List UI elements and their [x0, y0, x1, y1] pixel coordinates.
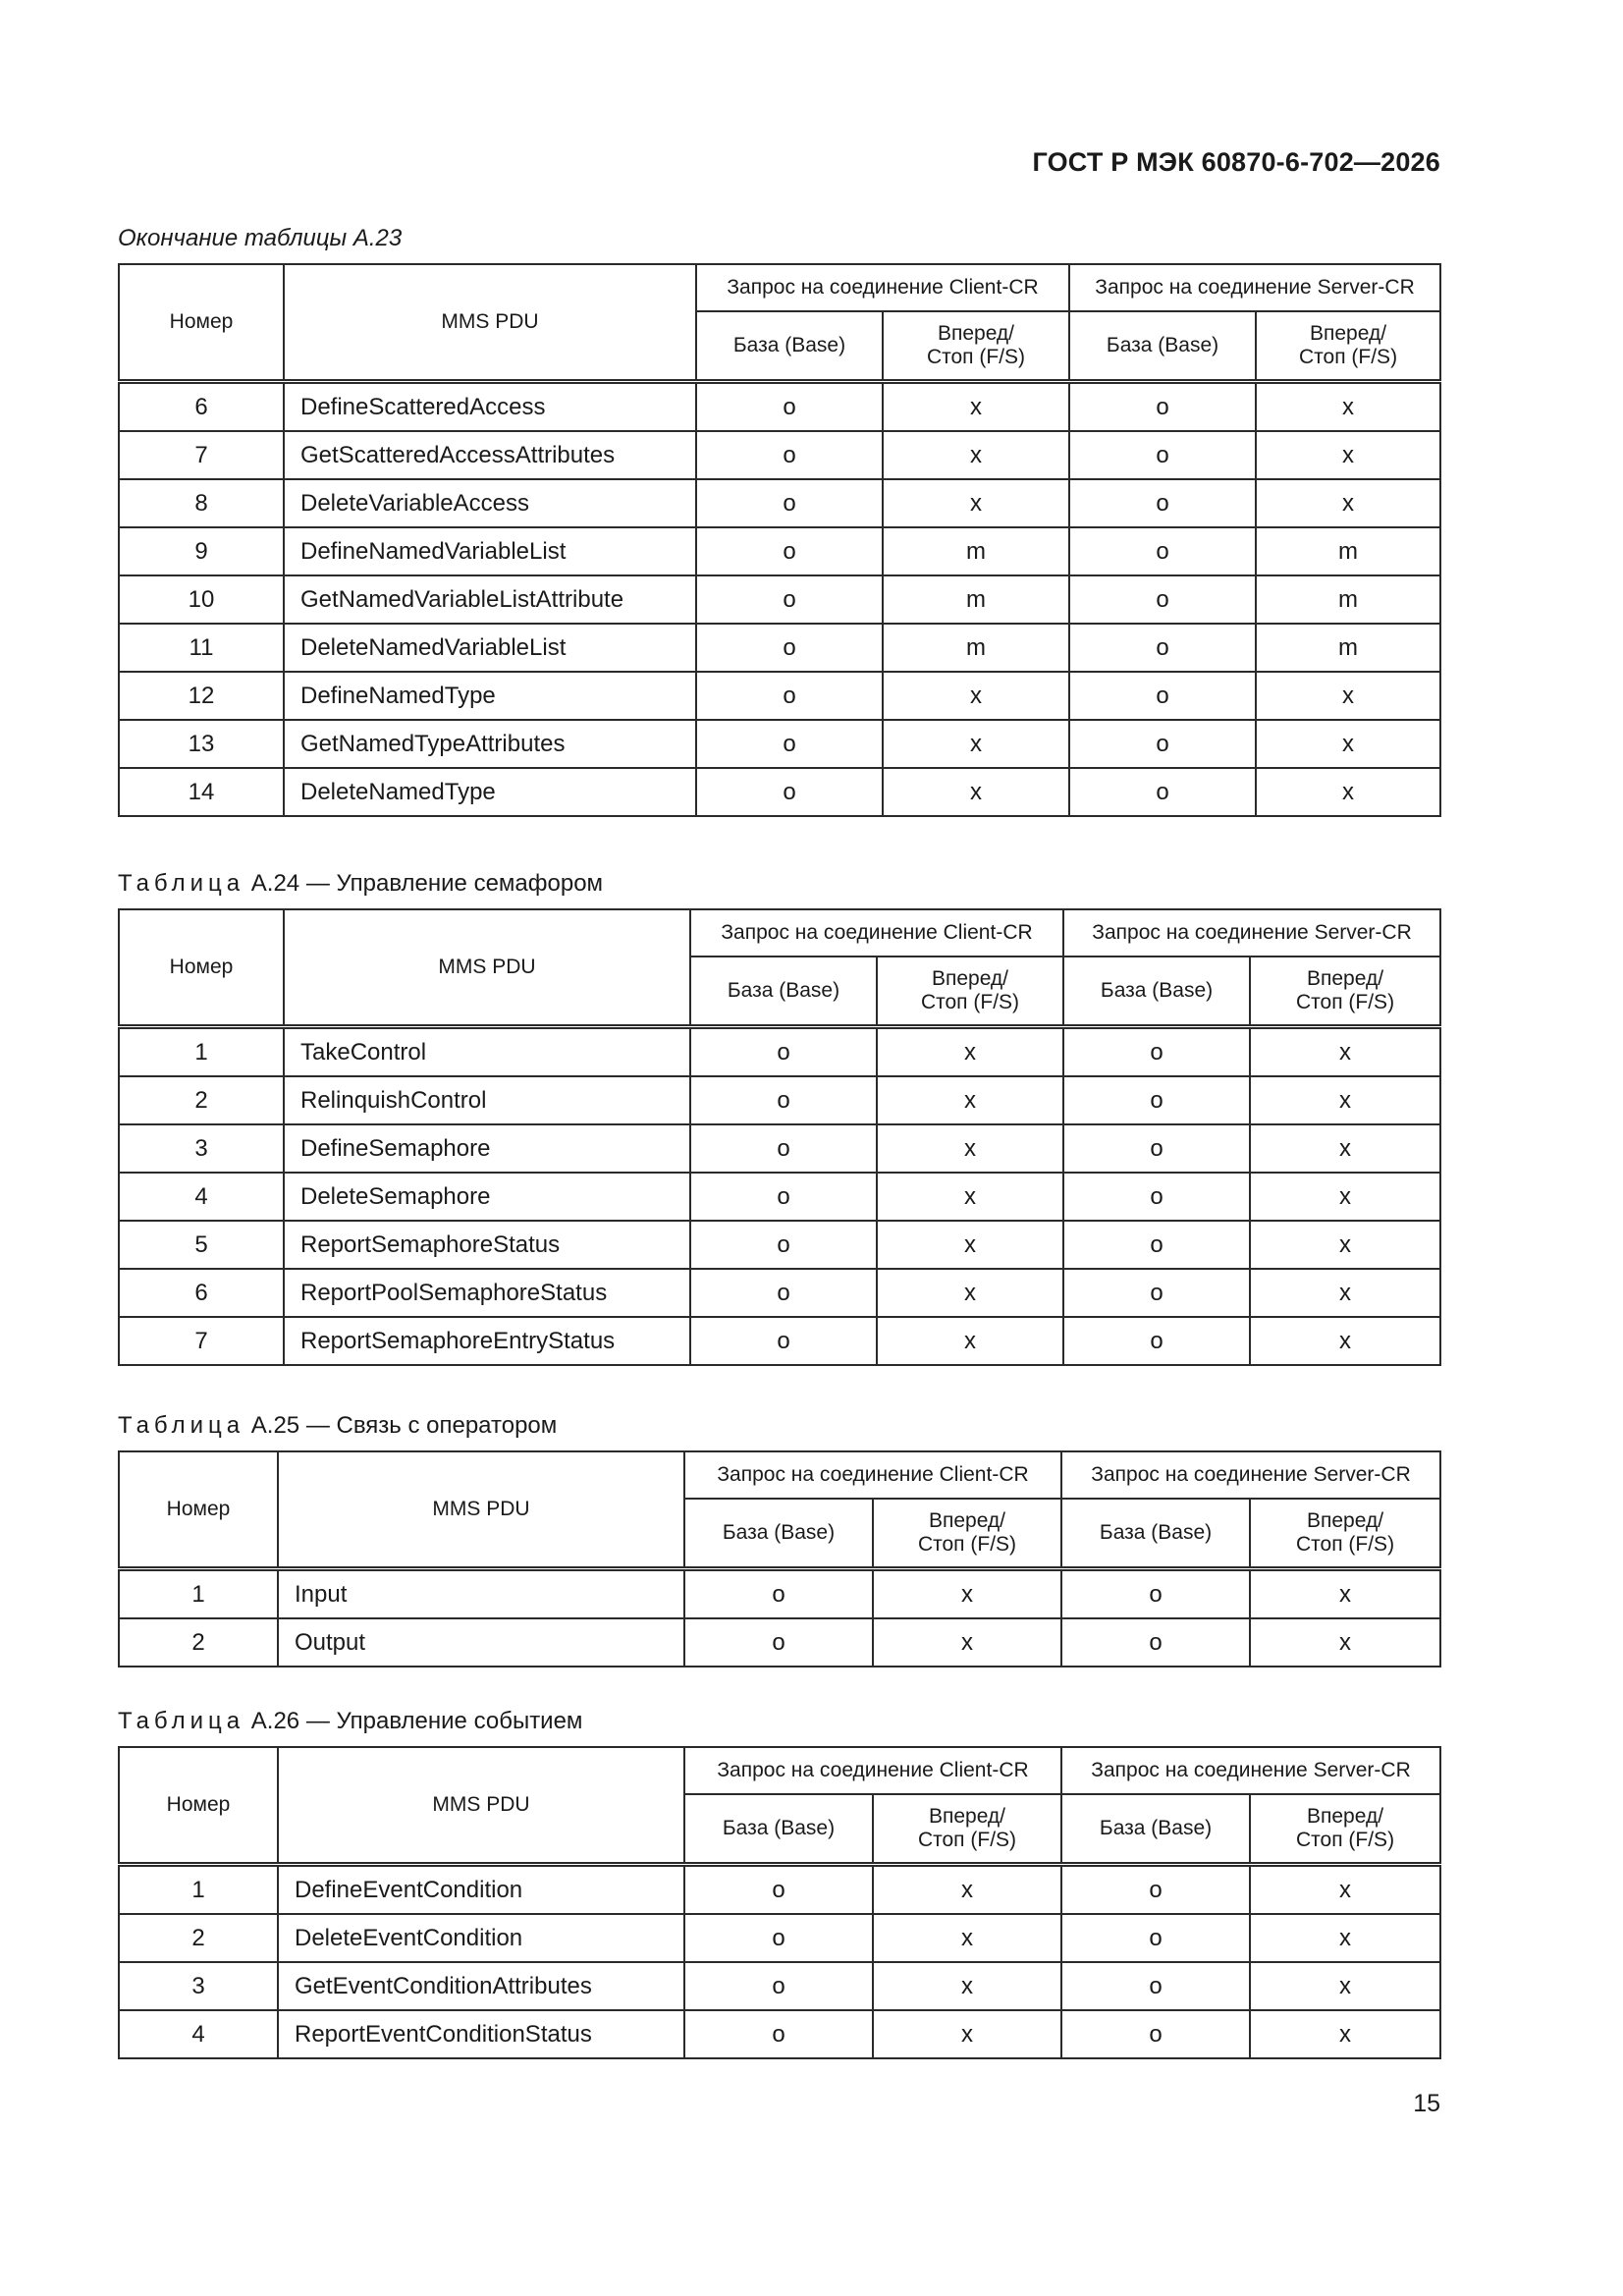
client-base-value: o: [696, 527, 883, 575]
header-server-fs: [1256, 311, 1440, 382]
header-server-cr: Запрос на соединение Server-CR: [1063, 909, 1440, 957]
client-fs-value: x: [877, 1221, 1063, 1269]
server-fs-value: x: [1250, 1914, 1440, 1962]
server-fs-value: m: [1256, 527, 1440, 575]
mms-pdu-name: DeleteVariableAccess: [284, 479, 696, 527]
mms-pdu-name: DeleteNamedType: [284, 768, 696, 816]
mms-pdu-name: ReportSemaphoreEntryStatus: [284, 1317, 690, 1365]
header-client-cr: Запрос на соединение Client-CR: [690, 909, 1063, 957]
table-row: [119, 1962, 1440, 2010]
table-a23-end: [118, 224, 1439, 817]
header-client-base: База (Base): [690, 957, 877, 1027]
client-fs-value: x: [877, 1027, 1063, 1077]
server-base-value: o: [1069, 575, 1256, 624]
server-fs-value: x: [1250, 1618, 1440, 1667]
data-table: [118, 1746, 1441, 2059]
mms-pdu-name: DefineSemaphore: [284, 1124, 690, 1173]
header-client-fs: [877, 957, 1063, 1027]
row-number: 1: [119, 1569, 278, 1619]
header-fs-text: Вперед/Стоп (F/S): [920, 967, 1020, 1013]
caption-prefix: Таблица: [118, 1412, 245, 1439]
row-number: 4: [119, 2010, 278, 2058]
mms-pdu-name: DeleteSemaphore: [284, 1173, 690, 1221]
mms-pdu-name: GetScatteredAccessAttributes: [284, 431, 696, 479]
server-base-value: o: [1063, 1076, 1250, 1124]
mms-pdu-name: DeleteEventCondition: [278, 1914, 684, 1962]
client-base-value: o: [684, 1914, 873, 1962]
data-table: [118, 908, 1441, 1366]
row-number: 10: [119, 575, 284, 624]
client-fs-value: x: [883, 382, 1069, 432]
table-row: [119, 720, 1440, 768]
mms-pdu-name: Input: [278, 1569, 684, 1619]
row-number: 1: [119, 1865, 278, 1915]
mms-pdu-name: GetNamedVariableListAttribute: [284, 575, 696, 624]
table-row: [119, 1618, 1440, 1667]
caption-text: Окончание таблицы А.23: [118, 225, 403, 251]
client-base-value: o: [684, 2010, 873, 2058]
table-row: [119, 431, 1440, 479]
server-base-value: o: [1061, 1865, 1250, 1915]
row-number: 6: [119, 382, 284, 432]
client-base-value: o: [696, 720, 883, 768]
caption-text: А.25 — Связь с оператором: [250, 1412, 558, 1439]
table-row: [119, 1317, 1440, 1365]
table-caption: [118, 1707, 1439, 1736]
header-number: Номер: [119, 1747, 278, 1865]
client-base-value: o: [690, 1027, 877, 1077]
server-base-value: o: [1069, 768, 1256, 816]
server-fs-value: m: [1256, 624, 1440, 672]
server-fs-value: x: [1256, 672, 1440, 720]
mms-pdu-name: GetEventConditionAttributes: [278, 1962, 684, 2010]
table-row: [119, 527, 1440, 575]
row-number: 11: [119, 624, 284, 672]
client-base-value: o: [690, 1317, 877, 1365]
row-number: 9: [119, 527, 284, 575]
client-fs-value: x: [873, 1914, 1061, 1962]
row-number: 14: [119, 768, 284, 816]
server-fs-value: x: [1250, 1221, 1440, 1269]
server-fs-value: m: [1256, 575, 1440, 624]
caption-prefix: Таблица: [118, 870, 245, 897]
client-fs-value: x: [873, 1865, 1061, 1915]
client-base-value: o: [696, 672, 883, 720]
server-fs-value: x: [1250, 1569, 1440, 1619]
table-row: [119, 575, 1440, 624]
table-row: [119, 1027, 1440, 1077]
header-server-fs: [1250, 957, 1440, 1027]
header-fs-text: Вперед/Стоп (F/S): [917, 1509, 1017, 1556]
mms-pdu-name: DefineNamedVariableList: [284, 527, 696, 575]
client-base-value: o: [696, 431, 883, 479]
header-fs-text: Вперед/Стоп (F/S): [1295, 967, 1395, 1013]
caption-text: А.26 — Управление событием: [250, 1708, 583, 1734]
server-base-value: o: [1063, 1124, 1250, 1173]
server-base-value: o: [1069, 624, 1256, 672]
row-number: 4: [119, 1173, 284, 1221]
header-client-base: База (Base): [684, 1794, 873, 1865]
table-a26: [118, 1707, 1439, 2059]
mms-pdu-name: DefineNamedType: [284, 672, 696, 720]
header-client-cr: Запрос на соединение Client-CR: [684, 1451, 1061, 1499]
header-mms-pdu: MMS PDU: [284, 909, 690, 1027]
server-base-value: o: [1061, 1569, 1250, 1619]
header-mms-pdu: MMS PDU: [284, 264, 696, 382]
client-base-value: o: [684, 1618, 873, 1667]
header-number: Номер: [119, 264, 284, 382]
table-caption: [118, 224, 1439, 253]
server-base-value: o: [1069, 382, 1256, 432]
client-base-value: o: [696, 575, 883, 624]
row-number: 3: [119, 1124, 284, 1173]
server-fs-value: x: [1250, 1865, 1440, 1915]
table-row: [119, 382, 1440, 432]
header-server-base: База (Base): [1063, 957, 1250, 1027]
table-a24: [118, 869, 1439, 1366]
table-row: [119, 1865, 1440, 1915]
client-base-value: o: [684, 1865, 873, 1915]
mms-pdu-name: DefineEventCondition: [278, 1865, 684, 1915]
mms-pdu-name: DefineScatteredAccess: [284, 382, 696, 432]
table-row: [119, 479, 1440, 527]
row-number: 2: [119, 1076, 284, 1124]
client-fs-value: x: [873, 2010, 1061, 2058]
client-fs-value: x: [883, 672, 1069, 720]
server-fs-value: x: [1256, 479, 1440, 527]
row-number: 2: [119, 1618, 278, 1667]
client-fs-value: x: [883, 720, 1069, 768]
client-base-value: o: [696, 382, 883, 432]
header-server-cr: Запрос на соединение Server-CR: [1069, 264, 1440, 311]
header-server-base: База (Base): [1061, 1794, 1250, 1865]
header-fs-text: Вперед/Стоп (F/S): [926, 322, 1026, 368]
header-server-base: База (Base): [1061, 1499, 1250, 1569]
client-fs-value: x: [877, 1076, 1063, 1124]
server-base-value: o: [1069, 527, 1256, 575]
header-client-base: База (Base): [684, 1499, 873, 1569]
client-base-value: o: [696, 479, 883, 527]
server-fs-value: x: [1256, 768, 1440, 816]
server-base-value: o: [1069, 479, 1256, 527]
header-fs-text: Вперед/Стоп (F/S): [1298, 322, 1398, 368]
mms-pdu-name: GetNamedTypeAttributes: [284, 720, 696, 768]
document-id: ГОСТ Р МЭК 60870-6-702—2026: [1032, 147, 1440, 177]
table-row: [119, 2010, 1440, 2058]
row-number: 7: [119, 1317, 284, 1365]
header-server-base: База (Base): [1069, 311, 1256, 382]
caption-prefix: Таблица: [118, 1708, 245, 1734]
table-row: [119, 1914, 1440, 1962]
server-base-value: o: [1069, 720, 1256, 768]
mms-pdu-name: TakeControl: [284, 1027, 690, 1077]
server-base-value: o: [1063, 1317, 1250, 1365]
header-server-fs: [1250, 1794, 1440, 1865]
client-fs-value: x: [877, 1317, 1063, 1365]
client-base-value: o: [696, 624, 883, 672]
table-row: [119, 1076, 1440, 1124]
client-base-value: o: [690, 1221, 877, 1269]
data-table: [118, 1450, 1441, 1667]
table-row: [119, 768, 1440, 816]
header-fs-text: Вперед/Стоп (F/S): [1295, 1805, 1395, 1851]
mms-pdu-name: Output: [278, 1618, 684, 1667]
row-number: 3: [119, 1962, 278, 2010]
client-fs-value: m: [883, 527, 1069, 575]
client-fs-value: x: [873, 1569, 1061, 1619]
mms-pdu-name: RelinquishControl: [284, 1076, 690, 1124]
server-base-value: o: [1063, 1269, 1250, 1317]
client-fs-value: x: [873, 1618, 1061, 1667]
client-base-value: o: [690, 1076, 877, 1124]
server-fs-value: x: [1250, 1962, 1440, 2010]
header-fs-text: Вперед/Стоп (F/S): [1295, 1509, 1395, 1556]
server-fs-value: x: [1250, 1076, 1440, 1124]
header-client-fs: [883, 311, 1069, 382]
client-fs-value: x: [883, 479, 1069, 527]
header-server-cr: Запрос на соединение Server-CR: [1061, 1451, 1440, 1499]
server-base-value: o: [1061, 1914, 1250, 1962]
client-fs-value: x: [877, 1124, 1063, 1173]
row-number: 5: [119, 1221, 284, 1269]
client-fs-value: x: [873, 1962, 1061, 2010]
table-caption: [118, 869, 1439, 899]
server-base-value: o: [1061, 1962, 1250, 2010]
page-number: 15: [1413, 2090, 1440, 2117]
mms-pdu-name: ReportSemaphoreStatus: [284, 1221, 690, 1269]
row-number: 7: [119, 431, 284, 479]
client-base-value: o: [684, 1962, 873, 2010]
client-fs-value: x: [877, 1173, 1063, 1221]
header-server-fs: [1250, 1499, 1440, 1569]
client-fs-value: m: [883, 575, 1069, 624]
server-fs-value: x: [1250, 1173, 1440, 1221]
table-a25: [118, 1411, 1439, 1667]
header-client-cr: Запрос на соединение Client-CR: [684, 1747, 1061, 1794]
header-mms-pdu: MMS PDU: [278, 1451, 684, 1569]
row-number: 1: [119, 1027, 284, 1077]
header-client-fs: [873, 1794, 1061, 1865]
table-row: [119, 624, 1440, 672]
server-base-value: o: [1063, 1173, 1250, 1221]
header-client-base: База (Base): [696, 311, 883, 382]
header-number: Номер: [119, 1451, 278, 1569]
client-fs-value: m: [883, 624, 1069, 672]
client-fs-value: x: [883, 768, 1069, 816]
mms-pdu-name: ReportEventConditionStatus: [278, 2010, 684, 2058]
table-row: [119, 1269, 1440, 1317]
server-base-value: o: [1061, 2010, 1250, 2058]
client-base-value: o: [690, 1173, 877, 1221]
mms-pdu-name: ReportPoolSemaphoreStatus: [284, 1269, 690, 1317]
client-fs-value: x: [877, 1269, 1063, 1317]
row-number: 2: [119, 1914, 278, 1962]
server-base-value: o: [1063, 1221, 1250, 1269]
table-caption: [118, 1411, 1439, 1441]
server-fs-value: x: [1250, 1269, 1440, 1317]
row-number: 8: [119, 479, 284, 527]
server-fs-value: x: [1250, 2010, 1440, 2058]
data-table: [118, 263, 1441, 817]
server-base-value: o: [1069, 431, 1256, 479]
server-fs-value: x: [1256, 431, 1440, 479]
row-number: 12: [119, 672, 284, 720]
server-fs-value: x: [1256, 720, 1440, 768]
server-fs-value: x: [1250, 1124, 1440, 1173]
header-client-cr: Запрос на соединение Client-CR: [696, 264, 1069, 311]
server-fs-value: x: [1250, 1317, 1440, 1365]
row-number: 13: [119, 720, 284, 768]
table-row: [119, 1221, 1440, 1269]
client-fs-value: x: [883, 431, 1069, 479]
server-fs-value: x: [1250, 1027, 1440, 1077]
header-server-cr: Запрос на соединение Server-CR: [1061, 1747, 1440, 1794]
client-base-value: o: [690, 1124, 877, 1173]
server-base-value: o: [1061, 1618, 1250, 1667]
mms-pdu-name: DeleteNamedVariableList: [284, 624, 696, 672]
table-row: [119, 1569, 1440, 1619]
caption-text: А.24 — Управление семафором: [250, 870, 604, 897]
table-row: [119, 1124, 1440, 1173]
header-client-fs: [873, 1499, 1061, 1569]
client-base-value: o: [684, 1569, 873, 1619]
row-number: 6: [119, 1269, 284, 1317]
client-base-value: o: [690, 1269, 877, 1317]
server-base-value: o: [1069, 672, 1256, 720]
client-base-value: o: [696, 768, 883, 816]
server-base-value: o: [1063, 1027, 1250, 1077]
header-number: Номер: [119, 909, 284, 1027]
header-fs-text: Вперед/Стоп (F/S): [917, 1805, 1017, 1851]
table-row: [119, 1173, 1440, 1221]
table-row: [119, 672, 1440, 720]
header-mms-pdu: MMS PDU: [278, 1747, 684, 1865]
server-fs-value: x: [1256, 382, 1440, 432]
